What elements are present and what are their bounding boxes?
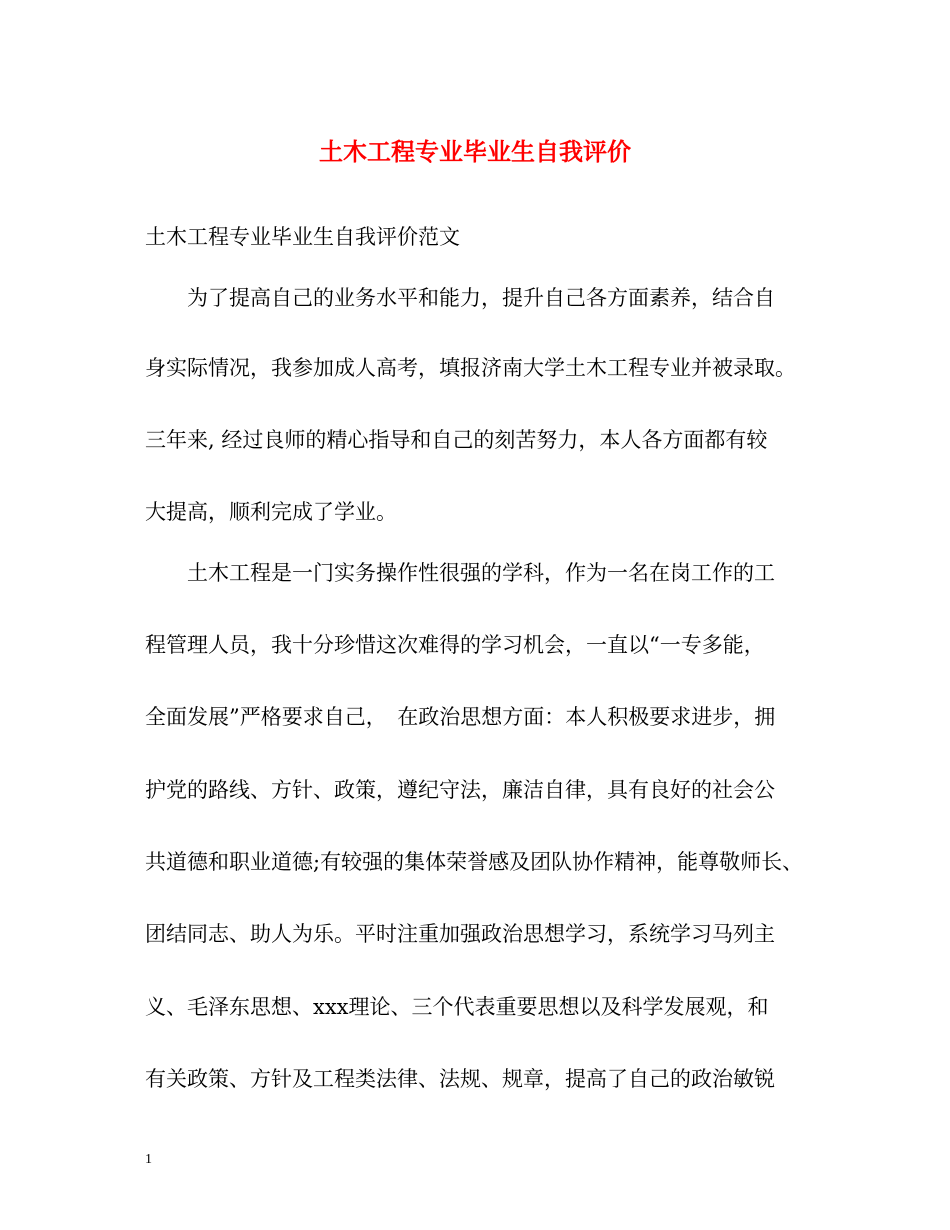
paragraph-line: 土木工程是一门实务操作性很强的学科，作为一名在岗工作的工 (187, 561, 775, 585)
page-number: 1 (145, 1152, 152, 1167)
paragraph-line: 身实际情况，我参加成人高考，填报济南大学土木工程专业并被录取。 (145, 356, 796, 380)
paragraph-line: 全面发展”严格要求自己， 在政治思想方面：本人积极要求进步，拥 (145, 705, 776, 729)
paragraph-line: 程管理人员，我十分珍惜这次难得的学习机会，一直以“一专多能， (145, 633, 765, 657)
paragraph-line: 为了提高自己的业务水平和能力，提升自己各方面素养，结合自 (187, 286, 775, 310)
paragraph-line: 有关政策、方针及工程类法律、法规、规章，提高了自己的政治敏锐 (145, 1067, 775, 1091)
paragraph-line: 大提高，顺利完成了学业。 (145, 500, 397, 524)
paragraph-line: 共道德和职业道德;有较强的集体荣誉感及团队协作精神，能尊敬师长、 (145, 850, 804, 874)
paragraph-line: 团结同志、助人为乐。平时注重加强政治思想学习，系统学习马列主 (145, 922, 775, 946)
paragraph-line: 义、毛泽东思想、xxx理论、三个代表重要思想以及科学发展观，和 (145, 995, 769, 1019)
document-title: 土木工程专业毕业生自我评价 (319, 138, 631, 166)
paragraph-line: 三年来, 经过良师的精心指导和自己的刻苦努力，本人各方面都有较 (145, 428, 768, 452)
document-subtitle: 土木工程专业毕业生自我评价范文 (145, 225, 460, 249)
paragraph-line: 护党的路线、方针、政策，遵纪守法，廉洁自律，具有良好的社会公 (145, 778, 775, 802)
